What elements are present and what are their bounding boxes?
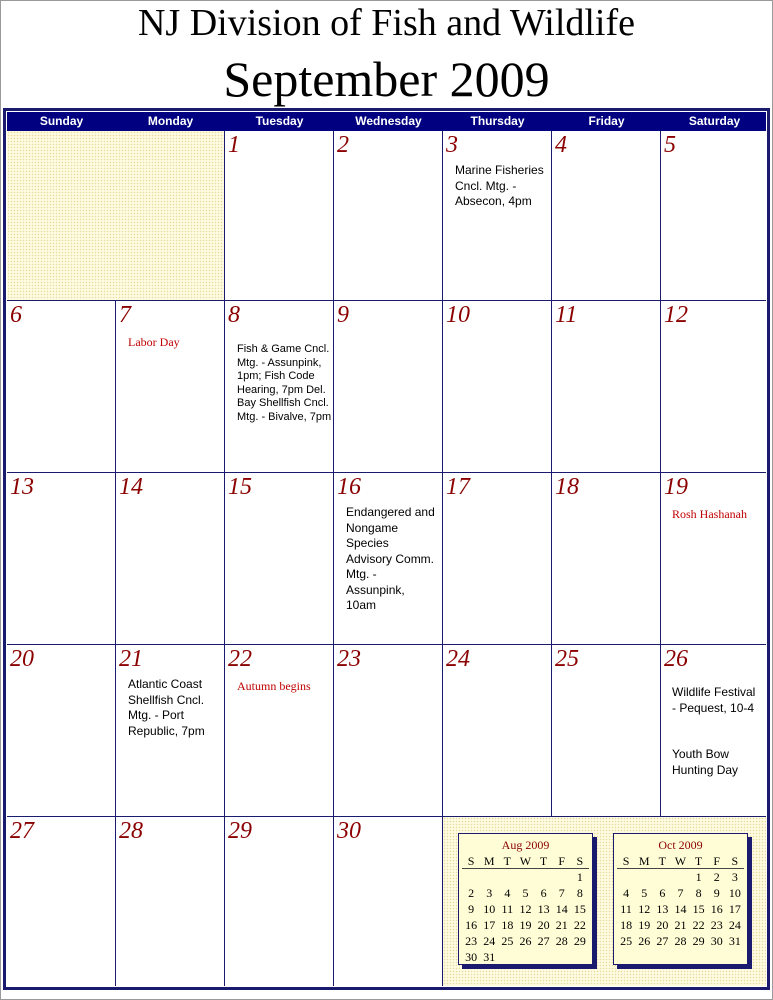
mini-day: 7 — [677, 886, 684, 900]
day-number: 29 — [228, 818, 252, 844]
day-number: 14 — [119, 474, 143, 500]
day-cell[interactable] — [552, 645, 661, 817]
day-number: 18 — [555, 474, 579, 500]
day-number: 6 — [10, 302, 22, 328]
mini-day — [653, 869, 671, 885]
mini-day: 19 — [519, 918, 532, 932]
event-text: Youth Bow Hunting Day — [672, 747, 739, 777]
mini-day: 20 — [537, 918, 550, 932]
holiday-label: Rosh Hashanah — [672, 507, 747, 521]
empty-day-cell — [7, 131, 225, 301]
day-cell[interactable] — [7, 301, 116, 473]
day-number: 27 — [10, 818, 34, 844]
mini-day: 8 — [695, 886, 702, 900]
day-cell[interactable] — [661, 301, 767, 473]
day-number: 5 — [664, 132, 676, 158]
mini-day: 6 — [659, 886, 666, 900]
mini-day: 15 — [692, 902, 705, 916]
day-cell[interactable] — [334, 817, 443, 987]
mini-day: 22 — [692, 918, 705, 932]
mini-day — [462, 869, 480, 885]
mini-day: 1 — [695, 870, 702, 884]
day-number: 7 — [119, 302, 131, 328]
day-cell[interactable] — [225, 131, 334, 301]
event-text: Endangered and Nongame Species Advisory Comm. Mtg. - Assunpink, 10am — [346, 505, 435, 612]
mini-day — [553, 949, 571, 965]
mini-day: 21 — [555, 918, 568, 932]
day-number: 20 — [10, 646, 34, 672]
weekday-header-wednesday: Wednesday — [334, 112, 443, 131]
mini-day: 18 — [620, 918, 633, 932]
mini-day: 27 — [537, 934, 550, 948]
mini-day: 24 — [483, 934, 496, 948]
mini-calendar-area — [443, 817, 767, 987]
day-number: 19 — [664, 474, 688, 500]
mini-calendar-oct-2009 — [613, 833, 748, 965]
calendar-grid — [6, 111, 767, 987]
mini-day: 29 — [692, 934, 705, 948]
calendar-frame — [3, 108, 770, 990]
day-cell[interactable] — [116, 817, 225, 987]
day-cell[interactable] — [116, 473, 225, 645]
mini-day: 4 — [623, 886, 630, 900]
mini-day — [516, 949, 534, 965]
day-number: 10 — [446, 302, 470, 328]
mini-weekday-row — [617, 853, 744, 869]
day-number: 17 — [446, 474, 470, 500]
weekday-header-friday: Friday — [552, 112, 661, 131]
mini-day: 11 — [620, 902, 632, 916]
mini-week-row — [462, 949, 589, 965]
day-number: 23 — [337, 646, 361, 672]
day-number: 13 — [10, 474, 34, 500]
mini-weekday-letter: T — [658, 854, 666, 868]
weekday-header-sunday: Sunday — [7, 112, 116, 131]
mini-day — [635, 869, 653, 885]
mini-weekday-letter: M — [638, 854, 650, 868]
mini-day: 13 — [656, 902, 669, 916]
mini-day — [553, 869, 571, 885]
day-cell[interactable] — [552, 131, 661, 301]
day-number: 9 — [337, 302, 349, 328]
month-title: September 2009 — [223, 51, 550, 107]
mini-week-row — [617, 869, 744, 885]
day-cell[interactable] — [116, 301, 225, 473]
holiday-label: Labor Day — [128, 335, 180, 349]
weekday-header-thursday: Thursday — [443, 112, 552, 131]
mini-day: 5 — [641, 886, 648, 900]
day-cell[interactable] — [225, 301, 334, 473]
mini-weekday-letter: F — [713, 854, 721, 868]
mini-day: 10 — [483, 902, 496, 916]
mini-day — [571, 949, 589, 965]
event-text: Atlantic Coast Shellfish Cncl. Mtg. - Port Republic, 7pm — [128, 677, 205, 738]
mini-weekday-letter: F — [558, 854, 566, 868]
mini-weekday-letter: T — [694, 854, 703, 868]
mini-day — [535, 949, 553, 965]
mini-day: 20 — [656, 918, 669, 932]
day-cell[interactable] — [443, 645, 552, 817]
mini-day: 31 — [483, 950, 496, 964]
mini-week-row — [617, 885, 744, 901]
day-cell[interactable] — [443, 131, 552, 301]
event-text: Marine Fisheries Cncl. Mtg. - Absecon, 4pm — [455, 163, 544, 208]
day-number: 28 — [119, 818, 143, 844]
day-cell[interactable] — [225, 473, 334, 645]
day-cell[interactable] — [7, 645, 116, 817]
mini-week-row — [462, 901, 589, 917]
mini-day: 21 — [674, 918, 687, 932]
day-cell[interactable] — [661, 645, 767, 817]
mini-weekday-row — [462, 853, 589, 869]
mini-day: 2 — [713, 870, 720, 884]
mini-day: 1 — [576, 870, 583, 884]
mini-day: 26 — [519, 934, 532, 948]
mini-day: 28 — [555, 934, 568, 948]
mini-weekday-letter: M — [483, 854, 495, 868]
mini-week-row — [617, 917, 744, 933]
mini-day: 15 — [573, 902, 586, 916]
mini-day: 12 — [638, 902, 651, 916]
day-cell[interactable] — [443, 301, 552, 473]
mini-day: 13 — [537, 902, 550, 916]
mini-day: 10 — [728, 886, 741, 900]
weekday-header-tuesday: Tuesday — [225, 112, 334, 131]
mini-day: 24 — [728, 918, 741, 932]
mini-day: 2 — [468, 886, 475, 900]
weekday-header-saturday: Saturday — [661, 112, 767, 131]
mini-day: 25 — [501, 934, 514, 948]
mini-day — [617, 869, 635, 885]
day-number: 16 — [337, 474, 361, 500]
mini-day: 30 — [465, 950, 478, 964]
day-cell[interactable] — [225, 817, 334, 987]
day-number: 24 — [446, 646, 470, 672]
mini-day: 12 — [519, 902, 532, 916]
mini-day: 9 — [468, 902, 475, 916]
mini-day: 30 — [710, 934, 723, 948]
day-number: 30 — [337, 818, 361, 844]
mini-day — [671, 869, 689, 885]
mini-weekday-letter: S — [731, 854, 739, 868]
mini-day — [480, 869, 498, 885]
day-cell[interactable] — [7, 473, 116, 645]
day-cell[interactable] — [334, 473, 443, 645]
mini-week-row — [617, 933, 744, 949]
mini-weekday-letter: S — [576, 854, 584, 868]
mini-weekday-letter: W — [674, 854, 687, 868]
holiday-label: Autumn begins — [237, 679, 311, 693]
event-text: Fish & Game Cncl. Mtg. - Assunpink, 1pm; Fish Code Hearing, 7pm Del. Bay Shellfish Cncl. Mtg. - Bivalve, 7pm — [237, 343, 332, 423]
mini-calendar-aug-2009 — [458, 833, 593, 965]
mini-day: 19 — [638, 918, 651, 932]
day-cell[interactable] — [661, 131, 767, 301]
day-number: 4 — [555, 132, 567, 158]
mini-day: 5 — [522, 886, 529, 900]
mini-day: 17 — [728, 902, 741, 916]
day-number: 11 — [555, 302, 578, 328]
mini-day: 8 — [576, 886, 583, 900]
day-number: 25 — [555, 646, 579, 672]
day-number: 2 — [337, 132, 349, 158]
mini-week-row — [617, 901, 744, 917]
day-number: 12 — [664, 302, 688, 328]
event-text: Wildlife Festival - Pequest, 10-4 — [672, 685, 756, 715]
day-cell[interactable] — [334, 645, 443, 817]
mini-day — [498, 869, 516, 885]
day-number: 3 — [446, 132, 458, 158]
mini-weekday-letter: W — [519, 854, 532, 868]
mini-day: 16 — [710, 902, 723, 916]
mini-week-row — [462, 933, 589, 949]
mini-day: 29 — [573, 934, 586, 948]
mini-day: 14 — [674, 902, 687, 916]
mini-day: 25 — [620, 934, 633, 948]
day-cell[interactable] — [334, 301, 443, 473]
mini-week-row — [462, 869, 589, 885]
mini-day — [516, 869, 534, 885]
day-cell[interactable] — [661, 473, 767, 645]
day-number: 21 — [119, 646, 143, 672]
day-cell[interactable] — [334, 131, 443, 301]
mini-weekday-letter: S — [622, 854, 630, 868]
mini-day: 16 — [465, 918, 478, 932]
day-number: 15 — [228, 474, 252, 500]
day-cell[interactable] — [552, 473, 661, 645]
day-cell[interactable] — [552, 301, 661, 473]
weekday-header-monday: Monday — [116, 112, 225, 131]
mini-day: 31 — [728, 934, 741, 948]
mini-day: 7 — [558, 886, 565, 900]
mini-day: 14 — [555, 902, 568, 916]
mini-day: 4 — [504, 886, 511, 900]
day-number: 22 — [228, 646, 252, 672]
day-number: 26 — [664, 646, 688, 672]
mini-day — [498, 949, 516, 965]
mini-day: 23 — [465, 934, 478, 948]
mini-weekday-letter: S — [467, 854, 475, 868]
mini-day: 3 — [731, 870, 738, 884]
day-cell[interactable] — [443, 473, 552, 645]
mini-day: 17 — [483, 918, 496, 932]
mini-day: 3 — [486, 886, 493, 900]
mini-day: 11 — [501, 902, 514, 916]
mini-weekday-letter: T — [503, 854, 511, 868]
day-number: 1 — [228, 132, 240, 158]
mini-day: 18 — [501, 918, 514, 932]
mini-week-row — [462, 917, 589, 933]
mini-week-row — [462, 885, 589, 901]
mini-day: 26 — [638, 934, 651, 948]
mini-day: 23 — [710, 918, 723, 932]
mini-day: 27 — [656, 934, 669, 948]
mini-calendar-grid — [462, 853, 589, 965]
mini-day: 28 — [674, 934, 687, 948]
mini-day: 22 — [573, 918, 586, 932]
mini-day — [535, 869, 553, 885]
day-cell[interactable] — [225, 645, 334, 817]
organization-title: NJ Division of Fish and Wildlife — [137, 2, 636, 44]
mini-day: 6 — [540, 886, 547, 900]
mini-calendar-grid — [617, 853, 744, 949]
mini-day: 9 — [713, 886, 720, 900]
day-number: 8 — [228, 302, 240, 328]
mini-weekday-letter: T — [539, 854, 548, 868]
day-cell[interactable] — [116, 645, 225, 817]
mini-calendar-title: Aug 2009 — [501, 838, 550, 852]
day-cell[interactable] — [7, 817, 116, 987]
mini-calendar-title: Oct 2009 — [658, 838, 703, 852]
